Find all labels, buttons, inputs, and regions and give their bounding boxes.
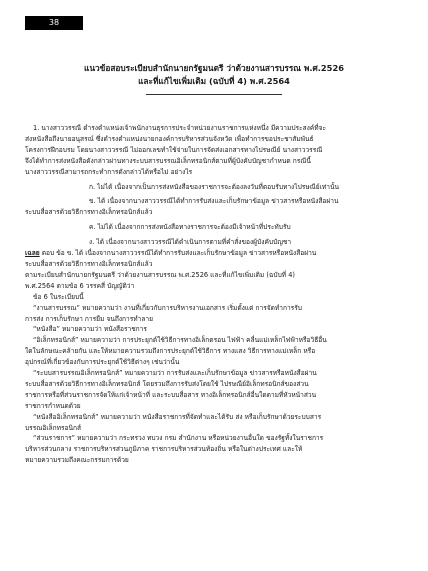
page-number-tab: 38 <box>25 16 83 30</box>
definition-line: อุปกรณ์ที่เกี่ยวข้องกับการประยุกต์ใช้วิธีต่างๆ เช่นว่านั้น <box>25 358 180 367</box>
definition-line: หมายความรวมถึงคณะกรรมการด้วย <box>25 456 129 465</box>
definition-line: ราชการหรือที่ส่วนราชการจัดให้แก่เจ้าหน้าที่ และระบบสื่อสาร ทางอิเล็กทรอนิกส์อื่นใดตามที่หัวหน้าส่วน <box>25 390 317 399</box>
choice-b-continuation: ระบบสื่อสารด้วยวิธีการทางอิเล็กทรอนิกส์แล้ว <box>25 208 153 217</box>
definition-line: การส่ง การเก็บรักษา การยืม จนถึงการทำลาย <box>25 314 153 323</box>
choice-d: ง. ได้ เนื่องจากนางสาววรรณีได้ดำเนินการตามที่คำสั่งของผู้บังคับบัญชา <box>89 238 292 247</box>
definition-line: “หนังสืออิเล็กทรอนิกส์” หมายความว่า หนังสือราชการที่จัดทำและได้รับ ส่ง หรือเก็บรักษาด้วยระบบสาร <box>33 412 322 421</box>
answer-label: เฉลย <box>25 249 40 258</box>
document-title-line-1: แนวข้อสอบระเบียบสำนักนายกรัฐมนตรี ว่าด้วยงานสารบรรณ พ.ศ.2526 <box>83 63 344 73</box>
answer-line: ตามระเบียบสำนักนายกรัฐมนตรี ว่าด้วยงานสารบรรณ พ.ศ.2526 และที่แก้ไขเพิ่มเติม (ฉบับที่ 4) <box>25 270 295 279</box>
answer-line: ระบบสื่อสารด้วยวิธีการทางอิเล็กทรอนิกส์แล้ว <box>25 259 153 268</box>
title-divider <box>146 94 282 95</box>
choice-c: ค. ไม่ได้ เนื่องจากการส่งหนังสือทางราชการจะต้องมีเจ้าหน้าที่ประทับรับ <box>89 223 291 232</box>
definition-line: ใดในลักษณะคล้ายกัน และให้หมายความรวมถึงการประยุกต์ใช้วิธีการ ทางแสง วิธีการทางแม่เหล็ก หรือ <box>25 347 316 356</box>
definition-line: “อิเล็กทรอนิกส์” หมายความว่า การประยุกต์ใช้วิธีการทางอิเล็กตรอน ไฟฟ้า คลื่นแม่เหล็กไฟฟ้าหรือวิธีอื่น <box>33 336 327 345</box>
definition-line: บริหารส่วนกลาง ราชการบริหารส่วนภูมิภาค ราชการบริหารส่วนท้องถิ่น หรือในต่างประเทศ และให้ <box>25 445 303 454</box>
answer-line: พ.ศ.2564 ตามข้อ 6 วรรคสี่ บัญญัติว่า <box>25 281 135 290</box>
definition-line: “งานสารบรรณ” หมายความว่า งานที่เกี่ยวกับการบริหารงานเอกสาร เริ่มตั้งแต่ การจัดทำการรับ <box>33 303 302 312</box>
definition-line: “ส่วนราชการ” หมายความว่า กระทรวง ทบวง กรม สำนักงาน หรือหน่วยงานอื่นใด ของรัฐทั้งในราชการ <box>33 434 324 443</box>
choice-a: ก. ไม่ได้ เนื่องจากเป็นการส่งหนังสือของราชการจะต้องลงวันที่ตอบรับทางไปรษณีย์เท่านั้น <box>89 182 339 191</box>
document-title-line-2: และที่แก้ไขเพิ่มเติม (ฉบับที่ 4) พ.ศ.2564 <box>138 76 290 86</box>
question-line: จึงได้ทำการส่งหนังสือดังกล่าวผ่านทางระบบสารบรรณอิเล็กทรอนิกส์ตามที่ผู้บังคับบัญชากำหนด กรณีนี้ <box>25 156 311 165</box>
answer-text: ตอบ ข้อ ข. ได้ เนื่องจากนางสาววรรณีได้ทำการรับส่งและเก็บรักษาข้อมูล ข่าวสารหรือหนังสือผ่าน <box>39 249 317 258</box>
definition-line: “ระบบสารบรรณอิเล็กทรอนิกส์” หมายความว่า การรับส่งและเก็บรักษาข้อมูล ข่าวสารหรือหนังสือผ่าน <box>33 369 317 378</box>
answer-line <box>25 248 403 259</box>
choice-b: ข. ได้ เนื่องจากนางสาววรรณีได้ทำการรับส่งและเก็บรักษาข้อมูล ข่าวสารหรือหนังสือผ่าน <box>89 197 339 206</box>
question-line: ส่งหนังสือถึงนายอนุสรณ์ ซึ่งดำรงตำแหน่งนายกองค์การบริหารส่วนจังหวัด เพื่อทำการขอประชาสัมพันธ์ <box>25 134 314 143</box>
question-line: นางสาววรรณีสามารถกระทำการดังกล่าวได้หรือไม่ อย่างไร <box>25 167 193 176</box>
answer-line: ข้อ 6 ในระเบียบนี้ <box>33 292 84 301</box>
question-line: 1. นางสาววรรณี ดำรงตำแหน่งเจ้าพนักงานธุรการประจำหน่วยงานราชการแห่งหนึ่ง มีความประสงค์ที่จะ <box>33 124 327 132</box>
definition-line: บรรณอิเล็กทรอนิกส์ <box>25 423 82 432</box>
question-line: โครงการฝึกอบรม โดยนางสาววรรณี ไม่ออกเลขทำใช้จ่ายในการจัดส่งเอกสารทางไปรษณีย์ นางสาววรรณี <box>25 145 323 154</box>
document-body <box>25 123 403 466</box>
definition-line: ราชการกำหนดด้วย <box>25 401 81 410</box>
definition-line: “หนังสือ” หมายความว่า หนังสือราชการ <box>33 325 147 334</box>
definition-line: ระบบสื่อสารด้วยวิธีการทางอิเล็กทรอนิกส์ โดยรวมถึงการรับส่งโดยใช้ ไปรษณีย์อิเล็กทรอนิกส์ของส่วน <box>25 379 309 388</box>
